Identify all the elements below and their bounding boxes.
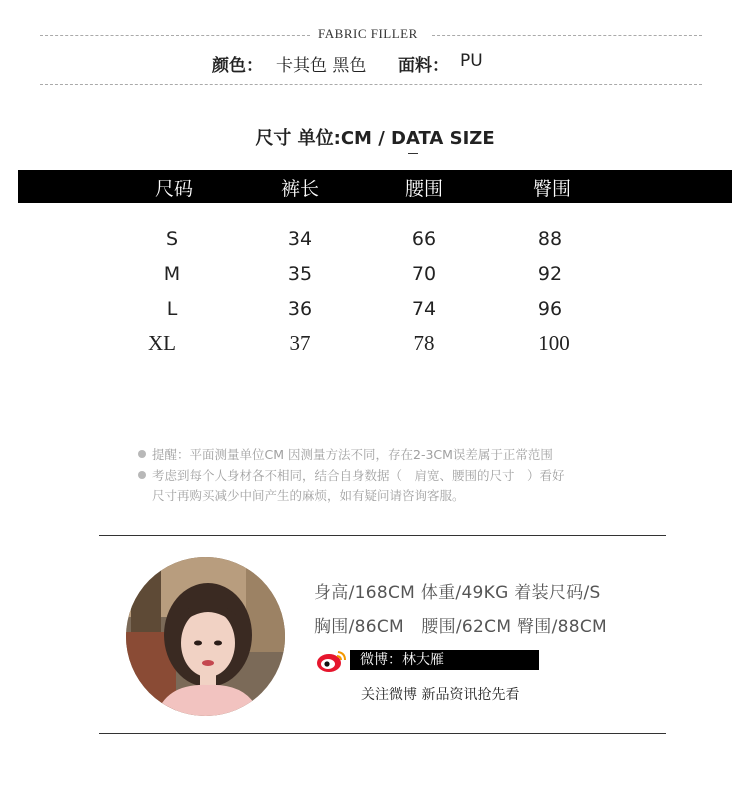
note-body-size-text: 考虑到每个人身材各不相同，结合自身数据（ 肩宽、腰围的尺寸 ）看好 <box>152 468 565 483</box>
weibo-logo-icon[interactable] <box>316 648 348 674</box>
table-cell-hip: 88 <box>537 228 563 250</box>
column-header-waist: 腰围 <box>404 178 443 200</box>
table-cell-size: S <box>165 228 179 250</box>
table-cell-length: 36 <box>287 298 313 320</box>
model-stats-line2: 胸围/86CM 腰围/62CM 臀围/88CM <box>314 617 607 637</box>
table-cell-size: XL <box>148 331 176 355</box>
bullet-dot-icon <box>138 450 146 458</box>
weibo-follow-text: 关注微博 新品资讯抢先看 <box>361 687 520 703</box>
model-stats-line1: 身高/168CM 体重/49KG 着装尺码/S <box>314 583 601 603</box>
table-cell-waist: 78 <box>413 331 435 355</box>
table-cell-hip: 96 <box>537 298 563 320</box>
table-cell-length: 34 <box>287 228 313 250</box>
model-portrait-icon <box>126 557 285 716</box>
note-body-size-cont: 尺寸再购买减少中间产生的麻烦，如有疑问请咨询客服。 <box>152 488 465 503</box>
header-divider-bottom <box>40 84 702 85</box>
model-section-bottom-rule <box>99 733 666 734</box>
material-value: PU <box>460 51 483 71</box>
column-header-length: 裤长 <box>280 178 319 200</box>
size-table-title: 尺寸 单位:CM / DATA SIZE <box>255 128 495 149</box>
table-cell-waist: 74 <box>411 298 437 320</box>
note-measurement <box>138 444 553 465</box>
bullet-dot-icon <box>138 471 146 479</box>
table-cell-waist: 70 <box>411 263 437 285</box>
model-photo <box>126 557 285 716</box>
table-cell-length: 37 <box>289 331 311 355</box>
weibo-account-label[interactable]: 微博：林大雁 <box>350 650 539 670</box>
color-value: 卡其色 黑色 <box>276 56 367 76</box>
table-cell-length: 35 <box>287 263 313 285</box>
color-label: 颜色： <box>212 56 263 76</box>
column-header-size: 尺码 <box>154 178 193 200</box>
material-label: 面料： <box>398 56 449 76</box>
table-cell-waist: 66 <box>411 228 437 250</box>
column-header-hip: 臀围 <box>532 178 571 200</box>
table-cell-size: M <box>163 263 181 285</box>
fabric-title: FABRIC FILLER <box>318 26 418 41</box>
header-divider-right <box>432 35 702 36</box>
header-divider-left <box>40 35 310 36</box>
note-body-size <box>138 465 565 486</box>
title-underline <box>408 153 418 154</box>
table-cell-hip: 100 <box>538 331 570 355</box>
model-section-top-rule <box>99 535 666 536</box>
table-cell-hip: 92 <box>537 263 563 285</box>
table-cell-size: L <box>166 298 178 320</box>
note-measurement-text: 提醒：平面测量单位CM 因测量方法不同，存在2-3CM误差属于正常范围 <box>152 447 553 462</box>
